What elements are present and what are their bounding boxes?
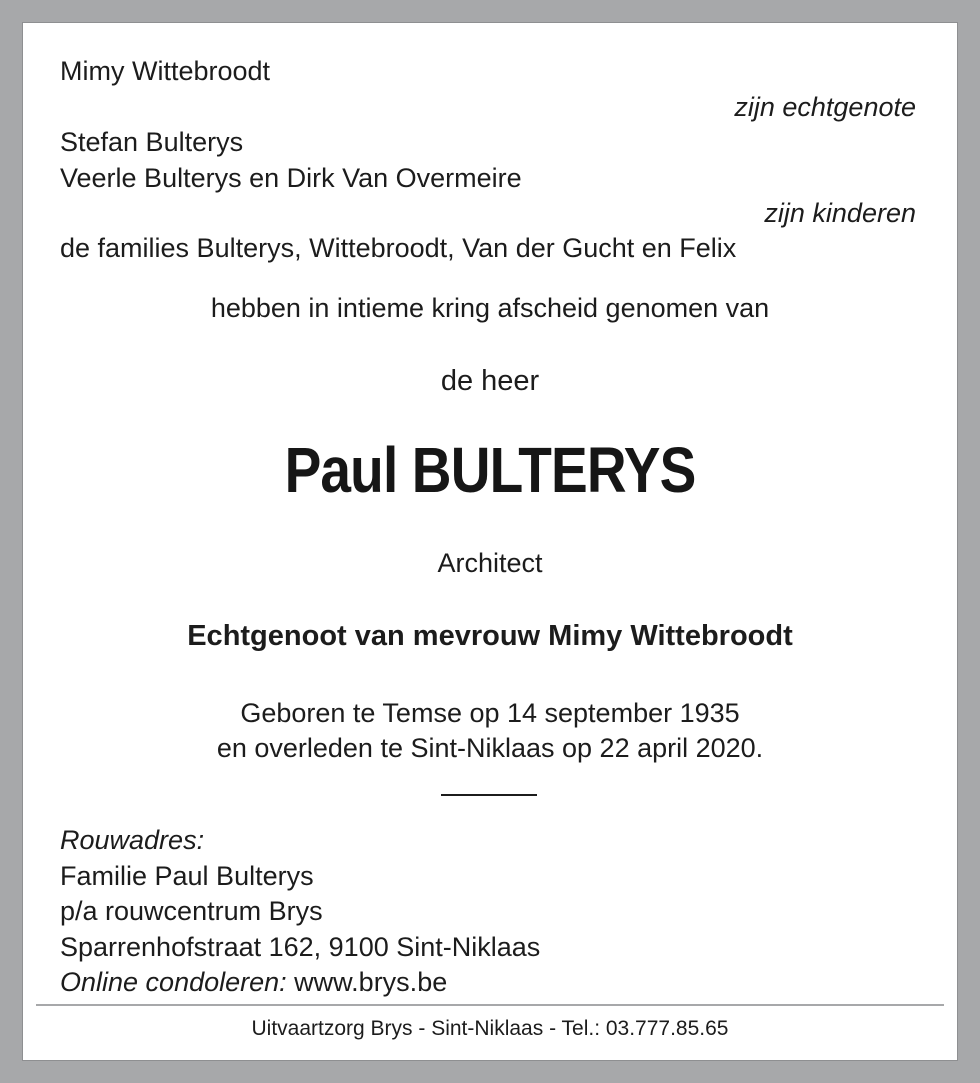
child-name-2: Veerle Bulterys en Dirk Van Overmeire [60, 163, 522, 193]
intro-text: hebben in intieme kring afscheid genomen van [210, 293, 770, 323]
spouse-role: zijn echtgenote [734, 92, 916, 122]
condolence-url[interactable]: www.brys.be [294, 967, 448, 997]
children-role: zijn kinderen [764, 198, 916, 228]
condolence-label: Online condoleren: [60, 967, 287, 997]
families-line: de families Bulterys, Wittebroodt, Van der Gucht en Felix [60, 233, 737, 263]
divider [441, 794, 537, 796]
footer-divider [36, 1004, 944, 1006]
spouse-name: Mimy Wittebroodt [60, 56, 271, 86]
address-label: Rouwadres: [60, 825, 205, 855]
address-line-1: Familie Paul Bulterys [60, 861, 314, 891]
deceased-name: Paul BULTERYS [284, 434, 696, 506]
profession: Architect [437, 548, 543, 578]
death-line: en overleden te Sint-Niklaas op 22 april 2020. [216, 733, 764, 763]
child-name-1: Stefan Bulterys [60, 127, 244, 157]
birth-line: Geboren te Temse op 14 september 1935 [240, 698, 740, 728]
honorific: de heer [440, 365, 540, 397]
address-line-2: p/a rouwcentrum Brys [60, 896, 323, 926]
footer-text: Uitvaartzorg Brys - Sint-Niklaas - Tel.: 03.777.85.65 [251, 1017, 729, 1040]
condolence-line [60, 965, 447, 999]
address-line-3: Sparrenhofstraat 162, 9100 Sint-Niklaas [60, 932, 541, 962]
relation-line: Echtgenoot van mevrouw Mimy Wittebroodt [187, 620, 793, 652]
